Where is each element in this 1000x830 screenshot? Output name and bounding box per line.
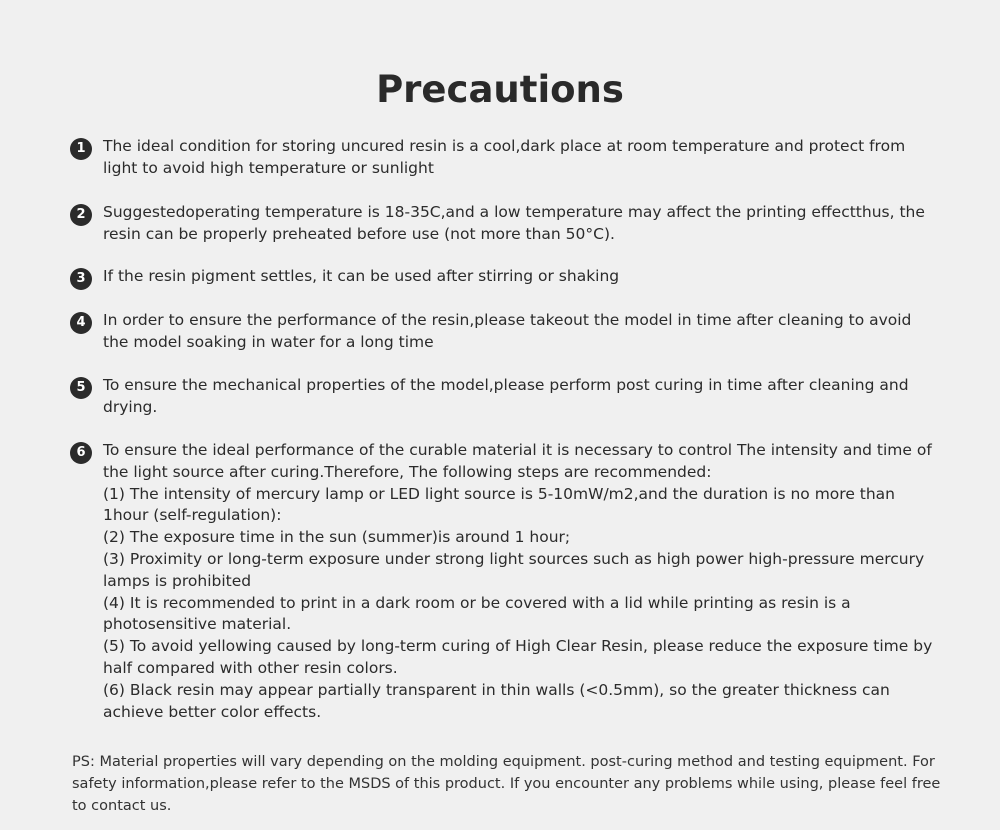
step-3: (3) Proximity or long-term exposure under strong light sources such as high power high-pressure mercury lamps is prohibited [103, 549, 925, 590]
number-badge-3: 3 [70, 268, 92, 290]
precaution-item-5 [70, 375, 940, 419]
number-badge-6: 6 [70, 442, 92, 464]
precaution-text-4: In order to ensure the performance of the resin,please takeout the model in time after cleaning to avoid the model soaking in water for a long time [103, 311, 912, 351]
page-title: Precautions [376, 68, 624, 111]
precaution-text-2: Suggestedoperating temperature is 18-35C,and a low temperature may affect the printing effectthus, the resin can be properly preheated before use (not more than 50°C). [103, 203, 925, 243]
number-badge-2: 2 [70, 204, 92, 226]
number-badge-5: 5 [70, 377, 92, 399]
precaution-item-1 [70, 136, 940, 180]
precaution-intro-6: To ensure the ideal performance of the curable material it is necessary to control The intensity and time of the light source after curing.Therefore, The following steps are recommended: [103, 441, 932, 481]
precaution-item-4 [70, 310, 940, 354]
step-5: (5) To avoid yellowing caused by long-term curing of High Clear Resin, please reduce the exposure time by half compared with other resin colors. [103, 637, 933, 677]
precaution-text-3: If the resin pigment settles, it can be used after stirring or shaking [103, 267, 620, 285]
step-4: (4) It is recommended to print in a dark room or be covered with a lid while printing as resin is a photosensitive material. [103, 593, 851, 634]
number-badge-4: 4 [70, 312, 92, 334]
number-badge-1: 1 [70, 138, 92, 160]
step-6: (6) Black resin may appear partially transparent in thin walls (<0.5mm), so the greater thickness can achieve better color effects. [103, 680, 890, 721]
precaution-item-6 [70, 440, 940, 723]
precaution-text-6 [103, 440, 940, 723]
precaution-item-2 [70, 202, 940, 246]
precaution-item-3 [70, 266, 940, 288]
step-2: (2) The exposure time in the sun (summer)is around 1 hour; [103, 528, 571, 547]
step-1: (1) The intensity of mercury lamp or LED light source is 5-10mW/m2,and the duration is no more than 1hour (self-regulation): [103, 484, 896, 525]
precaution-text-1: The ideal condition for storing uncured resin is a cool,dark place at room temperature and protect from light to avoid high temperature or sunlight [103, 137, 906, 177]
precaution-text-5: To ensure the mechanical properties of the model,please perform post curing in time after cleaning and drying. [103, 376, 909, 416]
ps-note: PS: Material properties will vary depending on the molding equipment. post-curing method and testing equipment. For safety information,please refer to the MSDS of this product. If you encounter any problems while using, please feel free to contact us. [72, 754, 941, 814]
